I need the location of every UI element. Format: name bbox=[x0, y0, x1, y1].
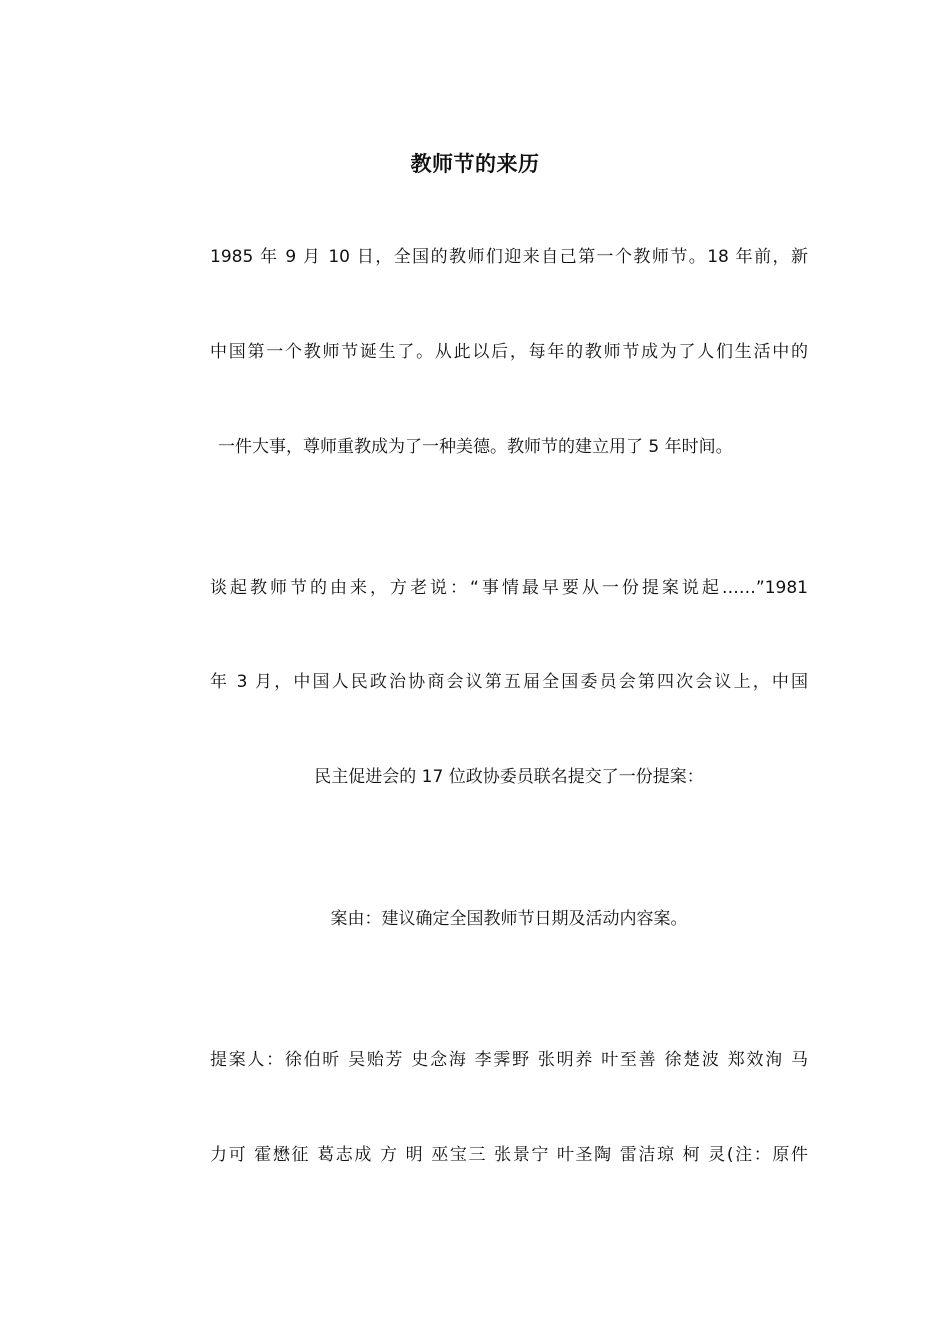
paragraph-line: 谈起教师节的由来，方老说：“事情最早要从一份提案说起……”1981 bbox=[210, 578, 808, 598]
proposers-line: 提案人：徐伯昕 吴贻芳 史念海 李霁野 张明养 叶至善 徐楚波 郑效洵 马 bbox=[210, 1050, 808, 1070]
paragraph-line: 民主促进会的 17 位政协委员联名提交了一份提案： bbox=[314, 767, 704, 787]
paragraph-line: 一件大事，尊师重教成为了一种美德。教师节的建立用了 5 年时间。 bbox=[218, 437, 733, 457]
paragraph-line: 1985 年 9 月 10 日，全国的教师们迎来自己第一个教师节。18 年前，新 bbox=[210, 247, 808, 267]
case-subject-line: 案由：建议确定全国教师节日期及活动内容案。 bbox=[330, 909, 688, 929]
document-title: 教师节的来历 bbox=[410, 152, 540, 176]
proposers-line: 力可 霍懋征 葛志成 方 明 巫宝三 张景宁 叶圣陶 雷洁琼 柯 灵(注：原件 bbox=[210, 1145, 808, 1165]
paragraph-line: 年 3 月，中国人民政治协商会议第五届全国委员会第四次会议上，中国 bbox=[210, 672, 808, 692]
paragraph-line: 中国第一个教师节诞生了。从此以后，每年的教师节成为了人们生活中的 bbox=[210, 342, 808, 362]
